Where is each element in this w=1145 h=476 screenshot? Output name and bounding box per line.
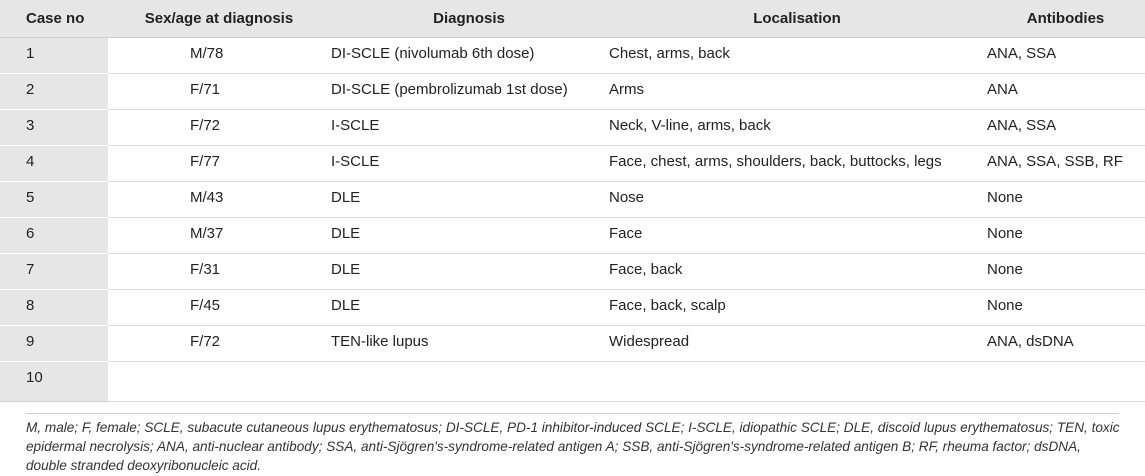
localisation-cell: Face, chest, arms, shoulders, back, buttocks, legs	[608, 146, 986, 182]
case-no-cell: 5	[0, 182, 108, 218]
antibodies-cell: None	[986, 218, 1145, 254]
sex-age-cell: F/72	[108, 110, 330, 146]
antibodies-cell: None	[986, 290, 1145, 326]
diagnosis-cell: DI-SCLE (pembrolizumab 1st dose)	[330, 74, 608, 110]
header-antibodies: Antibodies	[986, 0, 1145, 38]
antibodies-cell: ANA, SSA, SSB, RF	[986, 146, 1145, 182]
case-no-cell: 1	[0, 38, 108, 74]
localisation-cell: Neck, V-line, arms, back	[608, 110, 986, 146]
case-no-cell: 7	[0, 254, 108, 290]
header-localisation: Localisation	[608, 0, 986, 38]
case-no-cell: 3	[0, 110, 108, 146]
antibodies-cell: ANA, SSA	[986, 38, 1145, 74]
case-no-cell: 2	[0, 74, 108, 110]
table-row	[0, 110, 1145, 146]
header-row	[0, 0, 1145, 38]
localisation-cell: Face, back, scalp	[608, 290, 986, 326]
sex-age-cell: F/72	[108, 326, 330, 362]
antibodies-cell	[986, 362, 1145, 402]
diagnosis-cell: DI-SCLE (nivolumab 6th dose)	[330, 38, 608, 74]
localisation-cell: Arms	[608, 74, 986, 110]
sex-age-cell: F/71	[108, 74, 330, 110]
case-no-cell: 4	[0, 146, 108, 182]
localisation-cell: Face, back	[608, 254, 986, 290]
case-no-cell: 6	[0, 218, 108, 254]
localisation-cell: Chest, arms, back	[608, 38, 986, 74]
header-diagnosis: Diagnosis	[330, 0, 608, 38]
diagnosis-cell	[330, 362, 608, 402]
table-footnote: M, male; F, female; SCLE, subacute cutaneous lupus erythematosus; DI-SCLE, PD-1 inhibitor-induced SCLE; I-SCLE, idiopathic SCLE; DLE, discoid lupus erythematosus; TEN, toxic epidermal necrolysis; ANA, anti-nuclear antibody; SSA, anti-Sjögren's-syndrome-related antigen A; SSB, anti-Sjögren's-syndrome-related antigen B; RF, rheuma factor; dsDNA, double stranded deoxyribonucleic acid.	[26, 420, 1120, 474]
diagnosis-cell: TEN-like lupus	[330, 326, 608, 362]
table-row	[0, 218, 1145, 254]
diagnosis-cell: DLE	[330, 182, 608, 218]
table-row	[0, 290, 1145, 326]
header-sex-age: Sex/age at diagnosis	[108, 0, 330, 38]
table-row	[0, 38, 1145, 74]
table-row	[0, 254, 1145, 290]
table-row	[0, 182, 1145, 218]
diagnosis-cell: DLE	[330, 218, 608, 254]
table-row	[0, 74, 1145, 110]
antibodies-cell: ANA, dsDNA	[986, 326, 1145, 362]
sex-age-cell: F/77	[108, 146, 330, 182]
sex-age-cell: F/45	[108, 290, 330, 326]
diagnosis-cell: I-SCLE	[330, 146, 608, 182]
localisation-cell: Widespread	[608, 326, 986, 362]
sex-age-cell	[108, 362, 330, 402]
case-no-cell: 9	[0, 326, 108, 362]
localisation-cell: Face	[608, 218, 986, 254]
antibodies-cell: ANA	[986, 74, 1145, 110]
antibodies-cell: None	[986, 182, 1145, 218]
table-row	[0, 362, 1145, 402]
localisation-cell: Nose	[608, 182, 986, 218]
sex-age-cell: F/31	[108, 254, 330, 290]
footnote-divider	[26, 413, 1119, 414]
diagnosis-cell: DLE	[330, 290, 608, 326]
case-no-cell: 10	[0, 362, 108, 402]
diagnosis-cell: DLE	[330, 254, 608, 290]
table-row	[0, 146, 1145, 182]
antibodies-cell: ANA, SSA	[986, 110, 1145, 146]
diagnosis-cell: I-SCLE	[330, 110, 608, 146]
case-no-cell: 8	[0, 290, 108, 326]
sex-age-cell: M/37	[108, 218, 330, 254]
sex-age-cell: M/78	[108, 38, 330, 74]
table-row	[0, 326, 1145, 362]
localisation-cell	[608, 362, 986, 402]
antibodies-cell: None	[986, 254, 1145, 290]
header-case-no: Case no	[0, 0, 108, 38]
sex-age-cell: M/43	[108, 182, 330, 218]
